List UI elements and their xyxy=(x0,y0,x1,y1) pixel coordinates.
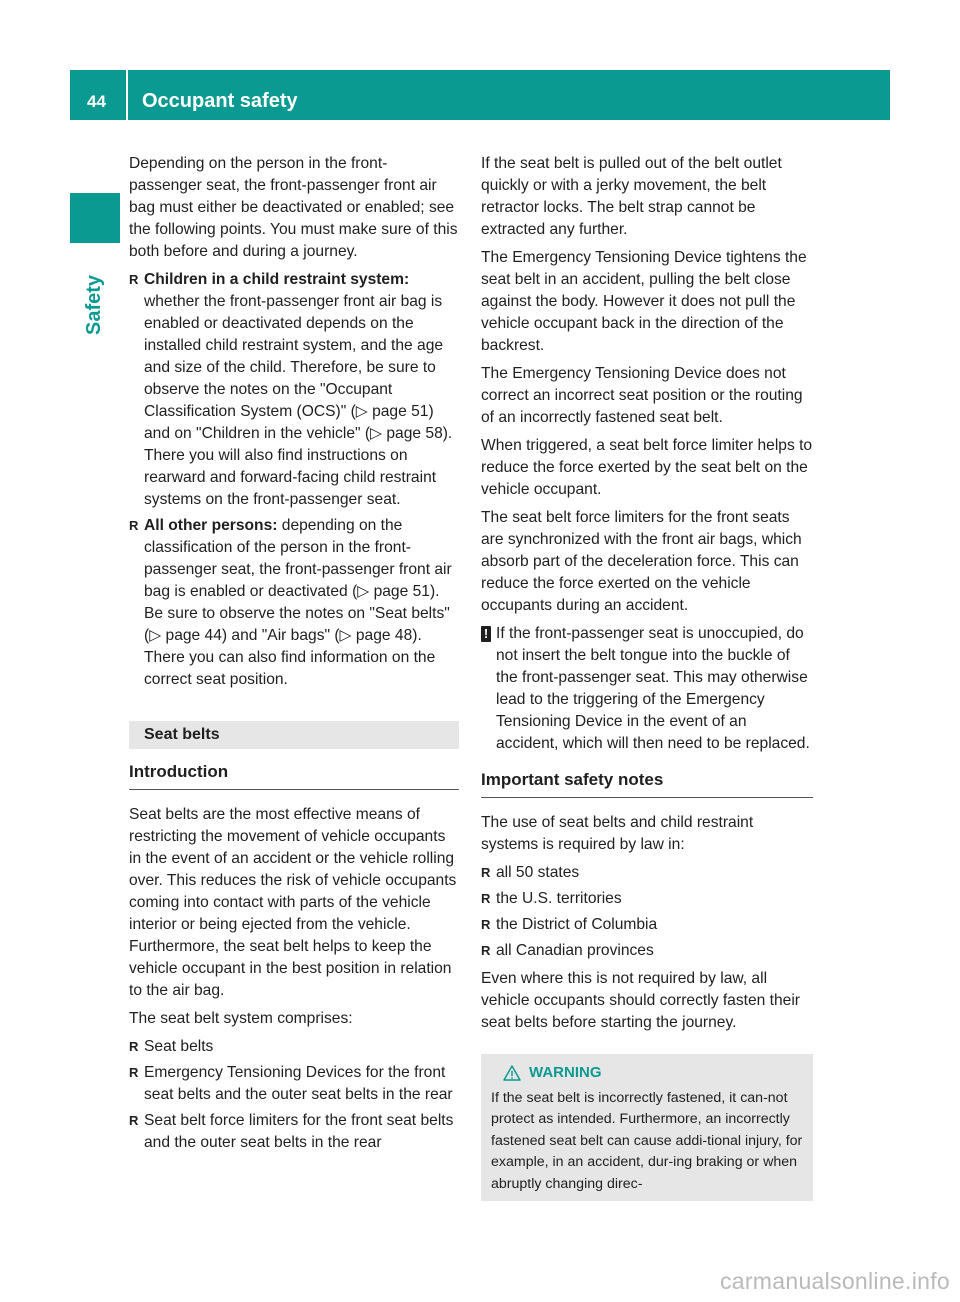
system-components-list xyxy=(129,1036,459,1154)
page-title: Occupant safety xyxy=(142,90,298,112)
paragraph: Even where this is not required by law, all vehicle occupants should correctly fasten their seat belts before starting the journey. xyxy=(481,970,800,1031)
header-divider xyxy=(126,70,128,120)
list-item-text: all 50 states xyxy=(496,864,580,881)
list-item-text: the District of Columbia xyxy=(496,916,658,933)
list-item xyxy=(129,1062,459,1106)
footer-watermark: carmanualsonline.info xyxy=(719,1268,950,1294)
intro-paragraph: Depending on the person in the front-passenger seat, the front-passenger front air bag must either be deactivated or enabled; see the following points. You must make sure of this both before and during a journey. xyxy=(129,155,458,260)
page-number-box xyxy=(70,70,126,120)
list-item-text: whether the front-passenger front air bag is enabled or deactivated depends on the installed child restraint system, and the age and size of the child. Therefore, be sure to observe the notes on the "Occupant Classification System (OCS)" (▷ page 51) and on "Children in the vehicle" (▷ page 58). There you will also find instructions on rearward and forward-facing child restraint systems on the front-passenger seat. xyxy=(144,293,453,508)
page-number: 44 xyxy=(87,92,106,111)
left-column xyxy=(129,153,459,1160)
subsection-title: Introduction xyxy=(129,761,459,790)
caution-note xyxy=(481,623,813,755)
paragraph: The seat belt force limiters for the front seats are synchronized with the front air bags, which absorb part of the deceleration force. This can reduce the force exerted on the vehicle occupants during an accident. xyxy=(481,509,802,614)
chapter-tab-label xyxy=(83,255,109,335)
passenger-conditions-list xyxy=(129,269,459,691)
exclamation-icon: ! xyxy=(481,626,491,642)
list-item xyxy=(129,1110,459,1154)
list-item-head: Children in a child restraint system: xyxy=(144,271,410,288)
paragraph: If the seat belt is pulled out of the belt outlet quickly or with a jerky movement, the belt retractor locks. The belt strap cannot be extracted any further. xyxy=(481,155,782,238)
bullet-icon: R xyxy=(481,917,491,932)
bullet-icon: R xyxy=(129,1065,139,1080)
list-item xyxy=(481,940,813,962)
jurisdiction-list xyxy=(481,862,813,962)
paragraph: The Emergency Tensioning Device tightens the seat belt in an accident, pulling the belt close against the body. However it does not pull the vehicle occupant back in the direction of the backrest. xyxy=(481,249,807,354)
list-item-text: all Canadian provinces xyxy=(496,942,654,959)
bullet-icon: R xyxy=(481,943,491,958)
caution-note-text: If the front-passenger seat is unoccupied, do not insert the belt tongue into the buckle of the front-passenger seat. This may otherwise lead to the triggering of the Emergency Tensioning Device in the event of an accident, which will then need to be replaced. xyxy=(496,625,810,752)
warning-triangle-icon xyxy=(503,1065,521,1081)
list-item xyxy=(129,515,459,691)
list-item xyxy=(481,888,813,910)
list-item-text: depending on the classification of the person in the front-passenger seat, the front-passenger front air bag is enabled or deactivated (▷ page 51). Be sure to observe the notes on "Seat belts" (▷ page 44) and "Air bags" (▷ page 48). There you can also find information on the correct seat position. xyxy=(144,517,452,688)
section-title: Seat belts xyxy=(144,726,220,743)
paragraph: When triggered, a seat belt force limiter helps to reduce the force exerted by the seat belt on the vehicle occupant. xyxy=(481,437,813,498)
subsection-title: Important safety notes xyxy=(481,769,813,798)
bullet-icon: R xyxy=(481,891,491,906)
list-item-text: Seat belts xyxy=(144,1038,214,1055)
system-intro: The seat belt system comprises: xyxy=(129,1010,353,1027)
chapter-label: Safety xyxy=(83,274,105,335)
list-item-head: All other persons: xyxy=(144,517,278,534)
warning-box xyxy=(481,1054,813,1201)
bullet-icon: R xyxy=(129,1113,139,1128)
warning-text: If the seat belt is incorrectly fastened, it can-not protect as intended. Furthermore, an incorrectly fastened seat belt can cause addi-tional injury, for example, in an accident, dur-ing braking or when abruptly changing direc- xyxy=(491,1089,803,1192)
list-item-text: Seat belt force limiters for the front seat belts and the outer seat belts in the rear xyxy=(144,1112,454,1151)
intro-paragraph: Seat belts are the most effective means of restricting the movement of vehicle occupants in the event of an accident or the vehicle rolling over. This reduces the risk of vehicle occupants coming into contact with parts of the vehicle interior or being ejected from the vehicle. Furthermore, the seat belt helps to keep the vehicle occupant in the best position in relation to the air bag. xyxy=(129,806,457,999)
list-item xyxy=(481,862,813,884)
bullet-icon: R xyxy=(129,272,139,287)
warning-title: WARNING xyxy=(529,1064,602,1081)
list-item-text: the U.S. territories xyxy=(496,890,622,907)
list-item xyxy=(481,914,813,936)
chapter-tab-marker xyxy=(70,193,120,243)
list-item xyxy=(129,269,459,511)
warning-header xyxy=(491,1062,803,1084)
list-item xyxy=(129,1036,459,1058)
paragraph: The use of seat belts and child restraint systems is required by law in: xyxy=(481,814,754,853)
bullet-icon: R xyxy=(129,518,139,533)
list-item-text: Emergency Tensioning Devices for the front seat belts and the outer seat belts in the rear xyxy=(144,1064,453,1103)
bullet-icon: R xyxy=(129,1039,139,1054)
bullet-icon: R xyxy=(481,865,491,880)
paragraph: The Emergency Tensioning Device does not correct an incorrect seat position or the routing of an incorrectly fastened seat belt. xyxy=(481,365,803,426)
right-column xyxy=(481,153,813,1201)
section-header xyxy=(129,721,459,749)
header-bar xyxy=(70,70,890,120)
